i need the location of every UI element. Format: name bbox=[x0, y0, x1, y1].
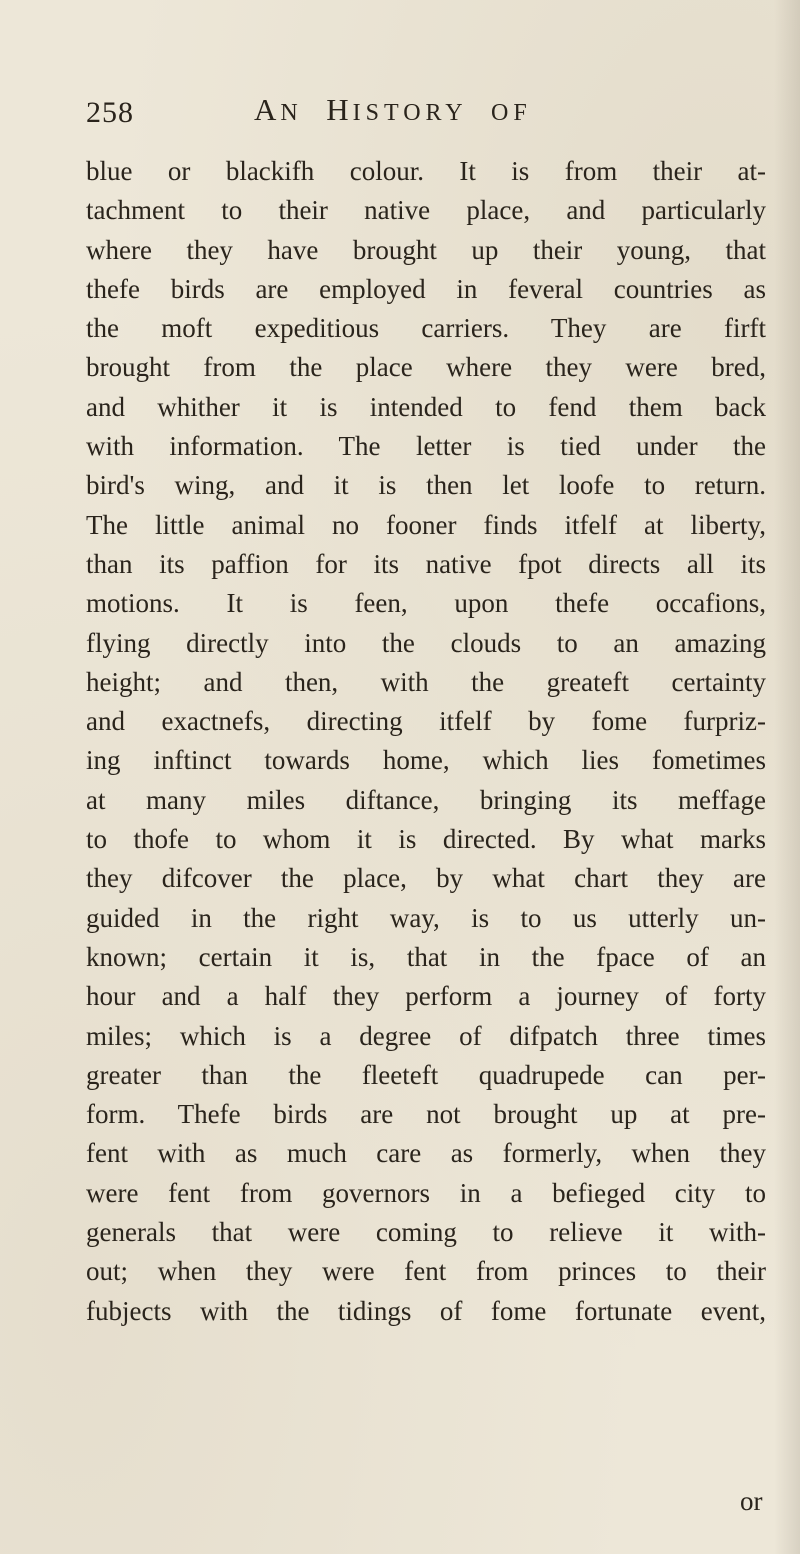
text-line: form. Thefe birds are not brought up at pre- bbox=[86, 1099, 766, 1130]
text-line: fent with as much care as formerly, when they bbox=[86, 1138, 766, 1169]
text-line: height; and then, with the greateft certainty bbox=[86, 666, 766, 697]
text-line: out; when they were fent from princes to their bbox=[86, 1256, 766, 1287]
text-line: fubjects with the tidings of fome fortunate event, bbox=[86, 1295, 766, 1326]
text-line: greater than the fleeteft quadrupede can per- bbox=[86, 1059, 766, 1090]
text-line: they difcover the place, by what chart they are bbox=[86, 863, 766, 894]
text-line: flying directly into the clouds to an amazing bbox=[86, 627, 766, 658]
text-line: motions. It is feen, upon thefe occafions, bbox=[86, 588, 766, 619]
text-line: and exactnefs, directing itfelf by fome furpriz- bbox=[86, 706, 766, 737]
running-head-istory: ISTORY bbox=[352, 100, 468, 126]
text-line: the moft expeditious carriers. They are firft bbox=[86, 313, 766, 344]
running-head-n: N bbox=[280, 100, 303, 126]
running-head-a: A bbox=[254, 92, 281, 127]
page-edge-shadow bbox=[774, 0, 800, 1554]
text-line: ing inftinct towards home, which lies fometimes bbox=[86, 745, 766, 776]
text-line: known; certain it is, that in the fpace of an bbox=[86, 941, 766, 972]
text-line: were fent from governors in a befieged city to bbox=[86, 1177, 766, 1208]
text-line: guided in the right way, is to us utterly un- bbox=[86, 902, 766, 933]
body-text bbox=[86, 152, 766, 1331]
running-head bbox=[254, 92, 532, 128]
running-head-h: H bbox=[326, 92, 353, 127]
text-line: at many miles diftance, bringing its meffage bbox=[86, 784, 766, 815]
text-line: blue or blackifh colour. It is from their at- bbox=[86, 156, 766, 186]
text-line: miles; which is a degree of difpatch three times bbox=[86, 1020, 766, 1051]
text-line: brought from the place where they were bred, bbox=[86, 352, 766, 383]
text-line: with information. The letter is tied under the bbox=[86, 431, 766, 462]
text-line: and whither it is intended to fend them back bbox=[86, 391, 766, 422]
text-line: generals that were coming to relieve it with- bbox=[86, 1217, 766, 1248]
text-line: than its paffion for its native fpot directs all its bbox=[86, 548, 766, 579]
running-head-of: OF bbox=[491, 100, 532, 126]
text-line: tachment to their native place, and particularly bbox=[86, 195, 766, 226]
text-line: where they have brought up their young, that bbox=[86, 234, 766, 265]
text-line: hour and a half they perform a journey of forty bbox=[86, 981, 766, 1012]
text-line: bird's wing, and it is then let loofe to return. bbox=[86, 470, 766, 501]
text-line: to thofe to whom it is directed. By what marks bbox=[86, 824, 766, 855]
text-line: thefe birds are employed in feveral countries as bbox=[86, 273, 766, 304]
page-number: 258 bbox=[86, 96, 134, 129]
text-line: The little animal no fooner finds itfelf at liberty, bbox=[86, 509, 766, 540]
catchword: or bbox=[740, 1486, 763, 1516]
page-header bbox=[86, 92, 766, 142]
